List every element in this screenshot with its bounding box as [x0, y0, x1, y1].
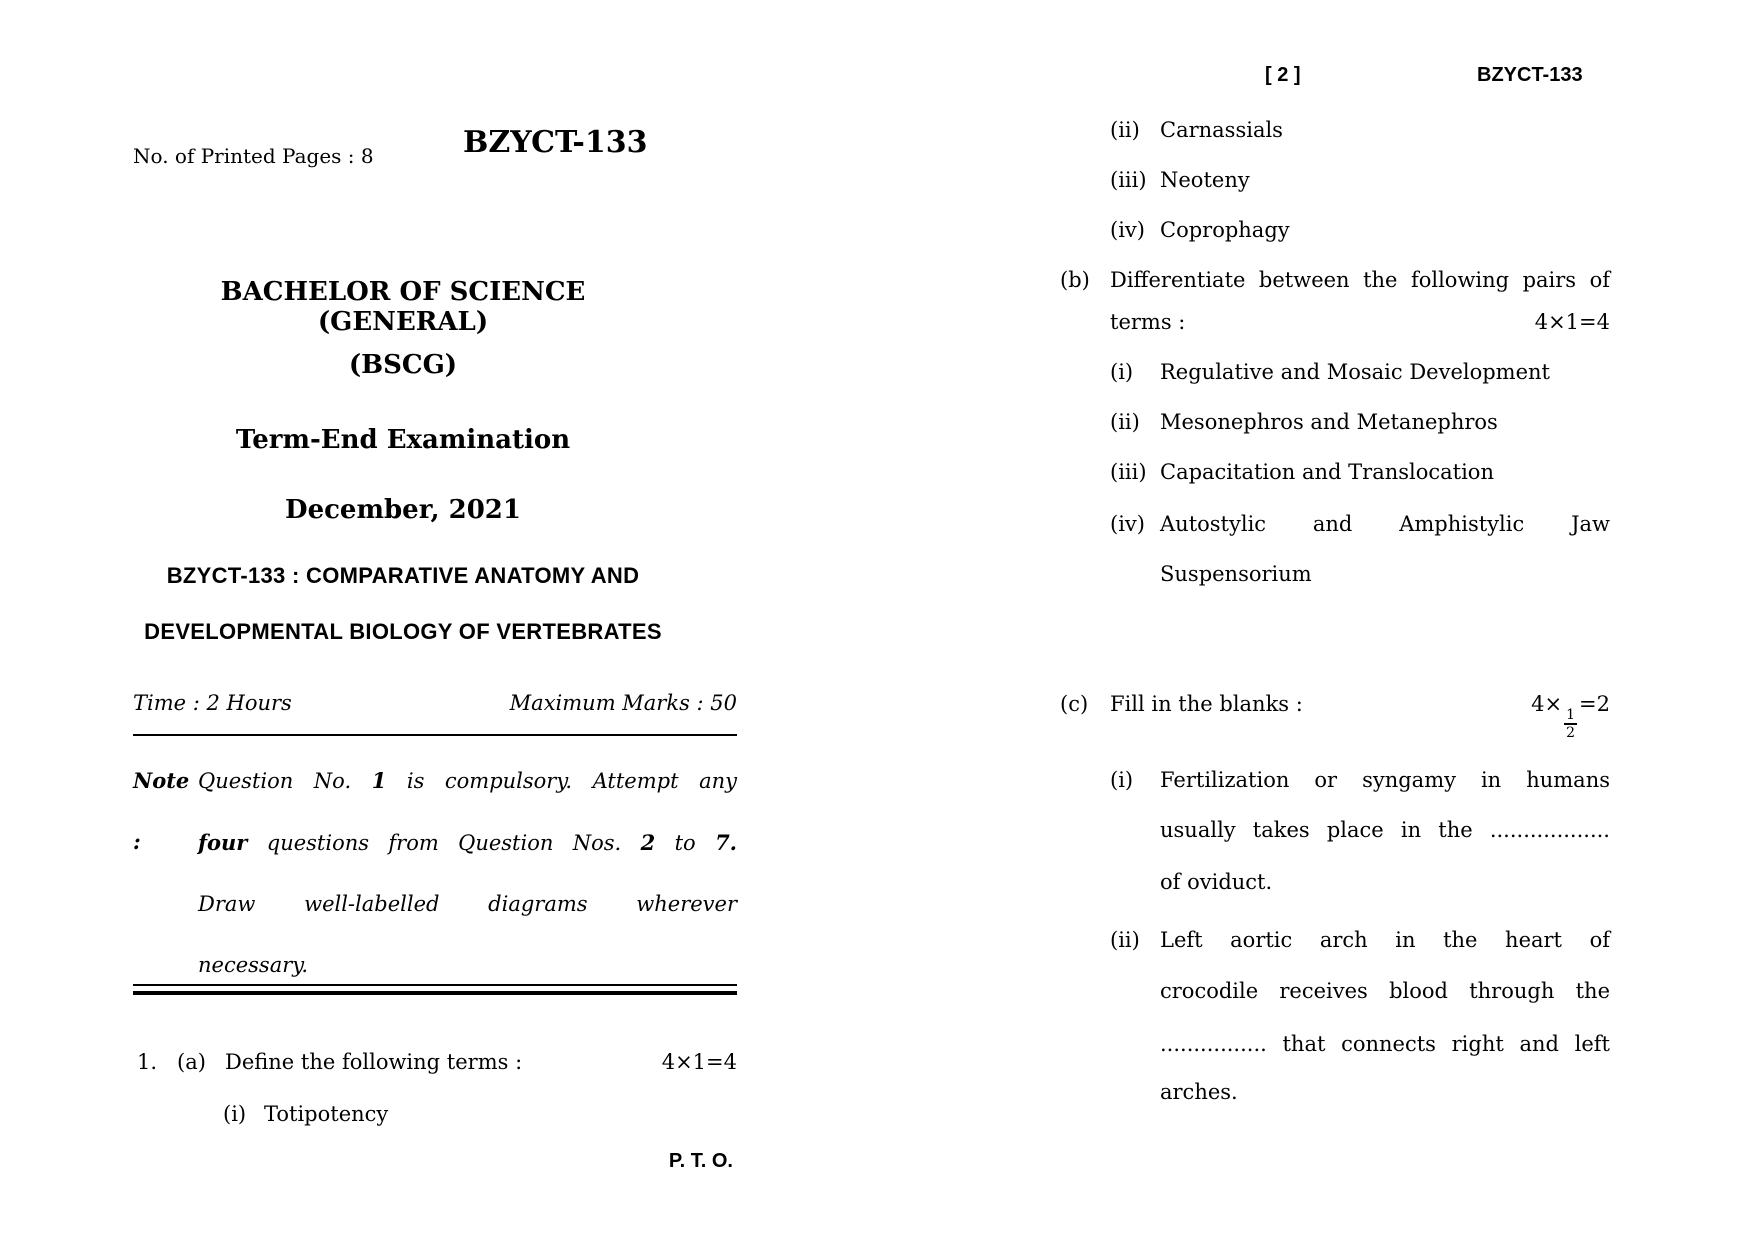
printed-pages-label: No. of Printed Pages : 8 [133, 144, 374, 168]
pto-label: P. T. O. [668, 1150, 733, 1172]
blank-i-line3-row [1060, 869, 1610, 899]
blank-item-i [1060, 767, 1610, 797]
list-label-iii: (iii) [1110, 460, 1147, 484]
blank-ii-line4: arches. [1160, 1080, 1238, 1104]
note-line-2 [198, 812, 737, 874]
question-1a-row [133, 1049, 737, 1079]
question-1c-label: (c) [1060, 692, 1089, 716]
blank-item-ii [1060, 927, 1610, 957]
marks-1c [1531, 691, 1610, 741]
list-item-text: Carnassials [1160, 118, 1283, 142]
question-1b-row [1060, 267, 1610, 297]
list-label-i: (i) [223, 1102, 247, 1126]
note-line-1 [198, 750, 737, 812]
page2-head-row [1060, 63, 1610, 89]
list-label-i: (i) [1110, 768, 1134, 792]
question-number: 1. [137, 1050, 158, 1074]
note-bold-number: 1 [371, 768, 387, 793]
blank-i-line2-row [1060, 817, 1610, 847]
blank-ii-line3-row [1060, 1031, 1610, 1061]
exam-session: December, 2021 [285, 495, 521, 525]
program-title: BACHELOR OF SCIENCE (GENERAL) [220, 277, 586, 337]
list-item [1060, 459, 1610, 489]
blank-i-line2: usually takes place in the .................. [1160, 818, 1610, 842]
maximum-marks: Maximum Marks : 50 [509, 691, 737, 715]
note-text: questions from Question Nos. [266, 831, 622, 855]
fraction-numerator: 1 [1564, 707, 1577, 725]
list-item-continuation [1060, 561, 1610, 591]
page1-head-row [133, 126, 737, 170]
list-label-ii: (ii) [1110, 928, 1140, 952]
list-item-text-line2: Suspensorium [1160, 562, 1312, 586]
one-half-fraction [1564, 707, 1577, 741]
list-label-i: (i) [1110, 360, 1134, 384]
page-number: [ 2 ] [1265, 64, 1301, 86]
blank-i-line3: of oviduct. [1160, 870, 1273, 894]
page-2 [1060, 0, 1610, 1241]
time-marks-row [133, 690, 737, 716]
note-label: Note : [133, 768, 190, 854]
horizontal-rule-single [133, 734, 737, 736]
list-item-text-line1: Autostylic and Amphistylic Jaw [1160, 512, 1610, 536]
list-item [1060, 117, 1610, 147]
course-title-line1: BZYCT-133 : COMPARATIVE ANATOMY AND [166, 563, 640, 588]
question-1b-label: (b) [1060, 268, 1090, 292]
question-1b-line2-row [1060, 309, 1610, 339]
marks-prefix: 4× [1531, 692, 1563, 716]
list-label-iii: (iii) [1110, 168, 1147, 192]
list-item [1060, 217, 1610, 247]
blank-ii-line1: Left aortic arch in the heart of [1160, 928, 1610, 952]
blank-ii-line4-row [1060, 1079, 1610, 1109]
note-text: Question No. [198, 769, 352, 793]
question-1a-label: (a) [177, 1050, 206, 1074]
list-label-ii: (ii) [1110, 410, 1140, 434]
list-item-text: Regulative and Mosaic Development [1160, 360, 1550, 384]
note-body [198, 750, 737, 996]
note-block [133, 750, 737, 996]
question-1c-text: Fill in the blanks : [1110, 692, 1303, 716]
marks-suffix: =2 [1579, 692, 1610, 716]
course-title-line2: DEVELOPMENTAL BIOLOGY OF VERTEBRATES [144, 619, 662, 644]
marks-1b: 4×1=4 [1534, 310, 1610, 334]
note-bold-number: 2 [640, 830, 656, 855]
marks-1a: 4×1=4 [661, 1050, 737, 1074]
fraction-denominator: 2 [1566, 724, 1576, 741]
course-code-heading: BZYCT-133 [463, 125, 648, 160]
time-allowed: Time : 2 Hours [133, 691, 292, 715]
question-1c-row [1060, 691, 1610, 741]
list-item [1060, 409, 1610, 439]
list-item-text: Coprophagy [1160, 218, 1290, 242]
note-text: is compulsory. Attempt any [406, 769, 737, 793]
list-label-ii: (ii) [1110, 118, 1140, 142]
program-abbreviation: (BSCG) [348, 350, 458, 380]
note-bold-word: four [198, 830, 248, 855]
question-1b-line2: terms : [1110, 310, 1186, 334]
list-item [1060, 167, 1610, 197]
list-item-text: Capacitation and Translocation [1160, 460, 1494, 484]
list-item [1060, 359, 1610, 389]
blank-ii-line2-row [1060, 978, 1610, 1008]
note-text: to [674, 831, 696, 855]
question-1b-line1: Differentiate between the following pairs of [1110, 268, 1610, 292]
list-label-iv: (iv) [1110, 512, 1145, 536]
list-item-text: Mesonephros and Metanephros [1160, 410, 1498, 434]
question-1a-text: Define the following terms : [225, 1050, 523, 1074]
list-label-iv: (iv) [1110, 218, 1145, 242]
exam-name: Term-End Examination [235, 425, 571, 455]
note-bold-number: 7. [715, 830, 737, 855]
list-item [1060, 511, 1610, 541]
question-1a-item-i [133, 1101, 737, 1131]
blank-i-line1: Fertilization or syngamy in humans [1160, 768, 1610, 792]
horizontal-rule-double [133, 984, 737, 995]
course-code-header: BZYCT-133 [1477, 64, 1583, 86]
blank-ii-line2: crocodile receives blood through the [1160, 979, 1610, 1003]
list-item-text: Totipotency [264, 1102, 389, 1126]
note-line-4: necessary. [198, 953, 309, 977]
note-line-3: Draw well-labelled diagrams wherever [198, 892, 737, 916]
blank-ii-line3: ................ that connects right and left [1160, 1032, 1610, 1056]
list-item-text: Neoteny [1160, 168, 1250, 192]
page-1 [133, 0, 737, 1241]
